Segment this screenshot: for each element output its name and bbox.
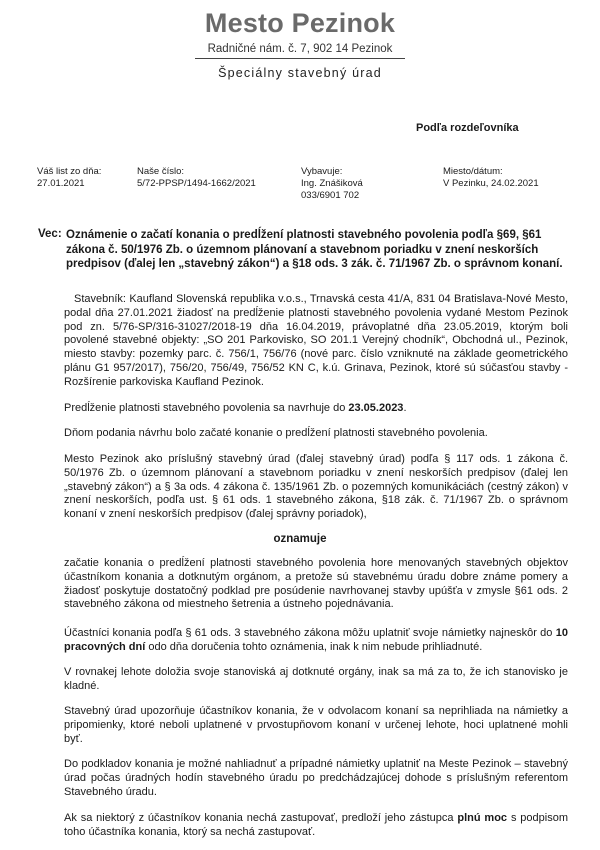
extension-date: 23.05.2023 xyxy=(348,402,404,414)
announce-heading: oznamuje xyxy=(273,533,327,545)
meta-handled-by-name: Ing. Znášiková xyxy=(301,178,363,189)
meta-your-letter xyxy=(37,166,101,190)
paragraph-representation-a: Ak sa niektorý z účastníkov konania nechá zastupovať, predloží jeho zástupca xyxy=(64,812,454,824)
paragraph-applicant-text: Stavebník: Kaufland Slovenská republika v.o.s., Trnavská cesta 41/A, 831 04 Bratislava-Nové Mesto, podal dňa 27.01.2021 žiadosť na predĺženie platnosti stavebného povolenia vydané Mestom Pezinok pod zn. 5/76-SP/316-31027/2018-19 dňa 16.04.2019, právoplatné dňa 23.05.2019, ktorým boli povolené stavebné objekty: „SO 201 Parkovisko, SO 201.1 Verejný chodník“, Obchodná ul., Pezinok, miesto stavby: pozemky parc. č. 756/1, 756/76 (nové parc. číslo vzniknuté na základe geometrického plánu G1 957/2017), 756/20, 756/49, 756/52 KN C, k.ú. Grinava, Pezinok, ktoré sú súčasťou stavby - Rozšírenie parkoviska Kaufland Pezinok. xyxy=(64,293,568,388)
letterhead-office: Špeciálny stavebný úrad xyxy=(218,66,382,80)
paragraph-objections xyxy=(64,627,568,655)
meta-place-date-value: V Pezinku, 24.02.2021 xyxy=(443,178,539,189)
paragraph-representation-b: s podpisom toho účastníka konania, ktorý sa nechá zastupovať. xyxy=(64,812,568,838)
subject-label: Vec: xyxy=(38,228,62,240)
meta-your-letter-label: Váš list zo dňa: xyxy=(37,166,102,177)
meta-handled-by-phone: 033/6901 702 xyxy=(301,190,360,201)
meta-your-letter-value: 27.01.2021 xyxy=(37,178,85,189)
paragraph-objections-a: Účastníci konania podľa § 61 ods. 3 stavebného zákona môžu uplatniť svoje námietky najneskôr do xyxy=(64,627,553,639)
paragraph-extension xyxy=(64,402,568,416)
meta-handled-by-label: Vybavuje: xyxy=(301,166,343,177)
meta-place-date-label: Miesto/dátum: xyxy=(443,166,503,177)
paragraph-extension-text: Predĺženie platnosti stavebného povolenia sa navrhuje do xyxy=(64,402,346,414)
meta-handled-by xyxy=(301,166,363,202)
paragraph-start: Dňom podania návrhu bolo začaté konanie o predĺžení platnosti stavebného povolenia. xyxy=(64,427,488,439)
meta-our-ref xyxy=(137,166,256,190)
objections-deadline: 10 pracovných dní xyxy=(64,627,568,653)
letterhead-title: Mesto Pezinok xyxy=(204,8,396,38)
paragraph-objections-b: odo dňa doručenia tohto oznámenia, inak k nim nebude prihliadnuté. xyxy=(148,640,483,653)
paragraph-authority: Mesto Pezinok ako príslušný stavebný úrad (ďalej stavebný úrad) podľa § 117 ods. 1 zákona č. 50/1976 Zb. o územnom plánovaní a stavebnom poriadku v znení neskorších predpisov (ďalej len „stavebný zákon“) a § 3a ods. 4 zákona č. 135/1961 Zb. o pozemných komunikáciách (cestný zákon) v znení neskorších, podľa ust. § 61 ods. 1 stavebného zákona, §18 zák. č. 71/1967 Zb. o správnom konaní v znení neskorších predpisov (ďalej správny poriadok), xyxy=(64,453,568,521)
recipient: Podľa rozdeľovníka xyxy=(416,122,519,134)
letterhead-divider xyxy=(195,58,405,59)
paragraph-appeal-notice: Stavebný úrad upozorňuje účastníkov konania, že v odvolacom konaní sa neprihliada na námietky a pripomienky, ktoré neboli uplatnené v prvostupňovom konaní v určenej lehote, hoci uplatnené mohli byť. xyxy=(64,705,568,745)
power-of-attorney: plnú moc xyxy=(457,812,508,824)
letterhead-address: Radničné nám. č. 7, 902 14 Pezinok xyxy=(207,43,393,55)
paragraph-inspection: Do podkladov konania je možné nahliadnuť a prípadné námietky uplatniť na Meste Pezinok – stavebný úrad počas úradných hodín stavebného úradu po predchádzajúcej dohode s príslušným referentom Stavebného úradu. xyxy=(64,758,568,798)
paragraph-applicant xyxy=(64,293,568,390)
meta-our-ref-label: Naše číslo: xyxy=(137,166,184,177)
meta-place-date xyxy=(443,166,539,190)
meta-our-ref-value: 5/72-PPSP/1494-1662/2021 xyxy=(137,178,256,189)
paragraph-representation xyxy=(64,812,568,840)
extension-period: . xyxy=(403,402,407,414)
paragraph-authorities: V rovnakej lehote doložia svoje stanoviská aj dotknuté orgány, inak sa má za to, že ich stanovisko je kladné. xyxy=(64,666,568,692)
subject-text: Oznámenie o začatí konania o predĺžení platnosti stavebného povolenia podľa §69, §61 zákona č. 50/1976 Zb. o územnom plánovaní a stavebnom poriadku v znení neskorších predpisov (ďalej len „stavebný zákon“) a §18 ods. 3 zák. č. 71/1967 Zb. o správnom konaní. xyxy=(66,229,563,270)
paragraph-commencement: začatie konania o predĺžení platnosti stavebného povolenia hore menovaných stavebných objektov účastníkom konania a dotknutým orgánom, a pretože sú stavebnému úradu dobre známe pomery a žiadosť poskytuje dostatočný podklad pre posúdenie navrhovanej stavby upúšťa v zmysle §61 ods. 2 stavebného zákona od miestneho šetrenia a ústneho pojednávania. xyxy=(64,557,568,611)
